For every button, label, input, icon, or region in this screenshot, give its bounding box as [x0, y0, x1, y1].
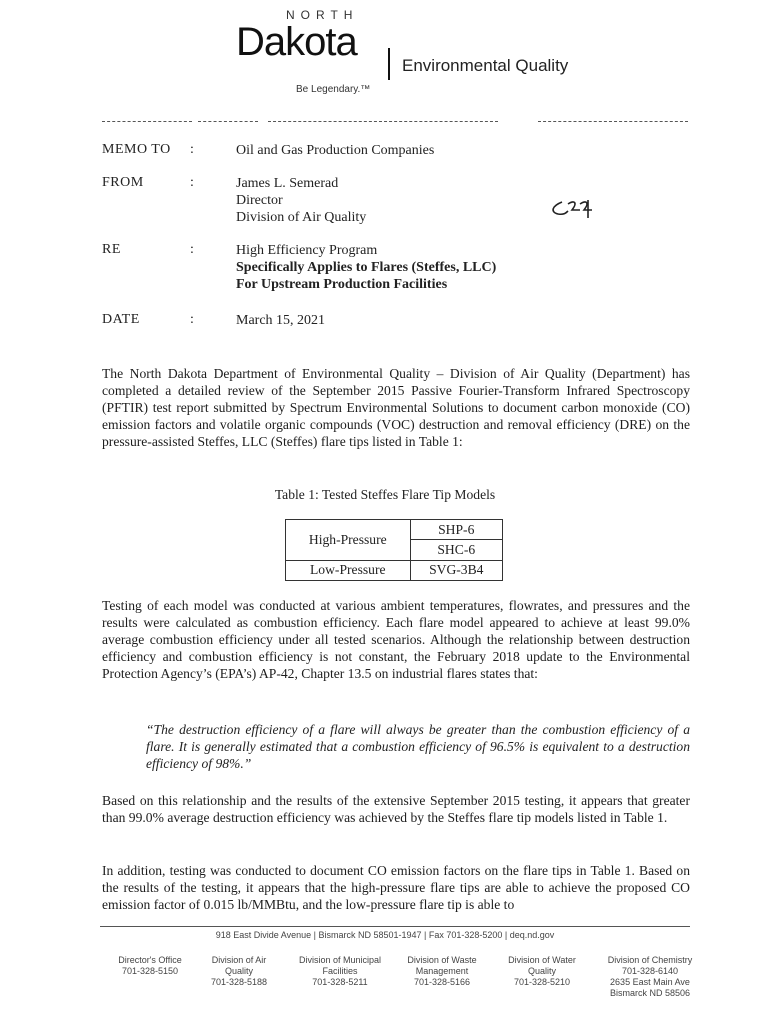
footer-column-waste-management	[396, 955, 488, 988]
logo-tagline: Be Legendary.™	[296, 84, 371, 95]
header-rule-1	[102, 121, 192, 122]
footer-column-phone: 701-328-5210	[513, 977, 571, 987]
memo-to-value: Oil and Gas Production Companies	[236, 143, 435, 158]
memo-to-colon: :	[190, 142, 194, 157]
footer-column-phone: 701-328-6140	[621, 966, 679, 976]
header-rule-3	[268, 121, 498, 122]
memo-from-label: FROM	[102, 175, 144, 190]
footer-column-chemistry	[598, 955, 702, 999]
memo-re-colon: :	[190, 242, 194, 257]
memo-from-division: Division of Air Quality	[236, 210, 367, 225]
logo-dakota-text: Dakota	[236, 20, 357, 64]
footer-column-title: Division of Water Quality	[508, 955, 576, 976]
memo-to-label: MEMO TO	[102, 142, 171, 157]
memo-from-colon: :	[190, 175, 194, 190]
footer-column-municipal-facilities	[294, 955, 386, 988]
footer-column-title: Division of Air Quality	[211, 955, 267, 976]
table-cell-type: High-Pressure	[286, 520, 411, 561]
footer-column-phone: 701-328-5188	[210, 977, 268, 987]
memo-date-value: March 15, 2021	[236, 313, 326, 328]
logo-divider	[388, 48, 390, 80]
memo-date-label: DATE	[102, 312, 140, 327]
footer-column-title: Division of Municipal Facilities	[298, 955, 382, 976]
footer-column-phone: 701-328-5150	[121, 966, 179, 976]
memo-from-name: James L. Semerad	[236, 176, 339, 191]
body-paragraph-1: The North Dakota Department of Environmental Quality – Division of Air Quality (Department) has completed a detailed review of the September 2015 Passive Fourier-Transform Infrared Spectroscopy (PFTIR) test report submitted by Spectrum Environmental Solutions to document carbon monoxide (CO) emission factors and volatile organic compounds (VOC) destruction and removal efficiency (DRE) on the pressure-assisted Steffes, LLC (Steffes) flare tips listed in Table 1:	[102, 366, 690, 449]
footer-column-title: Division of Chemistry	[607, 955, 693, 965]
body-paragraph-3: Based on this relationship and the results of the extensive September 2015 testing, it appears that greater than 99.0% average destruction efficiency was achieved by the Steffes flare tip models listed in Table 1.	[102, 793, 690, 825]
body-quote: “The destruction efficiency of a flare will always be greater than the combustion efficiency of a flare. It is generally estimated that a combustion efficiency of 96.5% is equivalent to a destruction efficiency of 98%.”	[146, 722, 690, 771]
memo-re-line2: Specifically Applies to Flares (Steffes, LLC)	[236, 260, 497, 275]
logo-north-text: NORTH	[286, 8, 359, 22]
table-row	[286, 520, 503, 540]
body-paragraph-4: In addition, testing was conducted to document CO emission factors on the flare tips in Table 1. Based on the results of the testing, it appears that the high-pressure flare tips are able to achieve the proposed CO emission factor of 0.015 lb/MMBtu, and the low-pressure flare tip is able to	[102, 863, 690, 912]
table-caption: Table 1: Tested Steffes Flare Tip Models	[274, 487, 496, 502]
memo-re-line1: High Efficiency Program	[236, 243, 378, 258]
memo-re-line3: For Upstream Production Facilities	[236, 277, 448, 292]
footer-column-address: 2635 East Main Ave Bismarck ND 58506	[609, 977, 691, 998]
footer-column-phone: 701-328-5166	[413, 977, 471, 987]
signature-initials-icon	[548, 196, 596, 222]
table-row	[286, 560, 503, 580]
memo-re-label: RE	[102, 242, 121, 257]
table-cell-type: Low-Pressure	[286, 560, 411, 580]
footer-column-air-quality	[200, 955, 278, 988]
footer-column-title: Director's Office	[118, 955, 182, 965]
memo-from-title: Director	[236, 193, 283, 208]
footer-column-phone: 701-328-5211	[312, 977, 368, 987]
header-rule-4	[538, 121, 688, 122]
table-cell-model: SHC-6	[410, 540, 502, 560]
table-cell-model: SHP-6	[410, 520, 502, 540]
memo-date-colon: :	[190, 312, 194, 327]
footer-address: 918 East Divide Avenue | Bismarck ND 58501-1947 | Fax 701-328-5200 | deq.nd.gov	[215, 930, 555, 940]
footer-column-water-quality	[500, 955, 584, 988]
footer-column-title: Division of Waste Management	[407, 955, 477, 976]
table-cell-model: SVG-3B4	[410, 560, 502, 580]
header-rule-2	[198, 121, 258, 122]
memo-from-block	[236, 175, 366, 226]
footer-column-directors-office	[110, 955, 190, 977]
body-paragraph-2: Testing of each model was conducted at various ambient temperatures, flowrates, and pressures and the results were calculated as combustion efficiency. Each flare model appeared to achieve at least 99.0% average combustion efficiency under all tested scenarios. Although the relationship between destruction efficiency and combustion efficiency is not constant, the February 2018 update to the Environmental Protection Agency’s (EPA’s) AP-42, Chapter 13.5 on industrial flares states that:	[102, 598, 690, 681]
memo-re-block	[236, 242, 496, 293]
footer-rule	[100, 926, 690, 927]
flare-tip-table	[285, 519, 503, 581]
logo-department-text: Environmental Quality	[402, 56, 569, 75]
